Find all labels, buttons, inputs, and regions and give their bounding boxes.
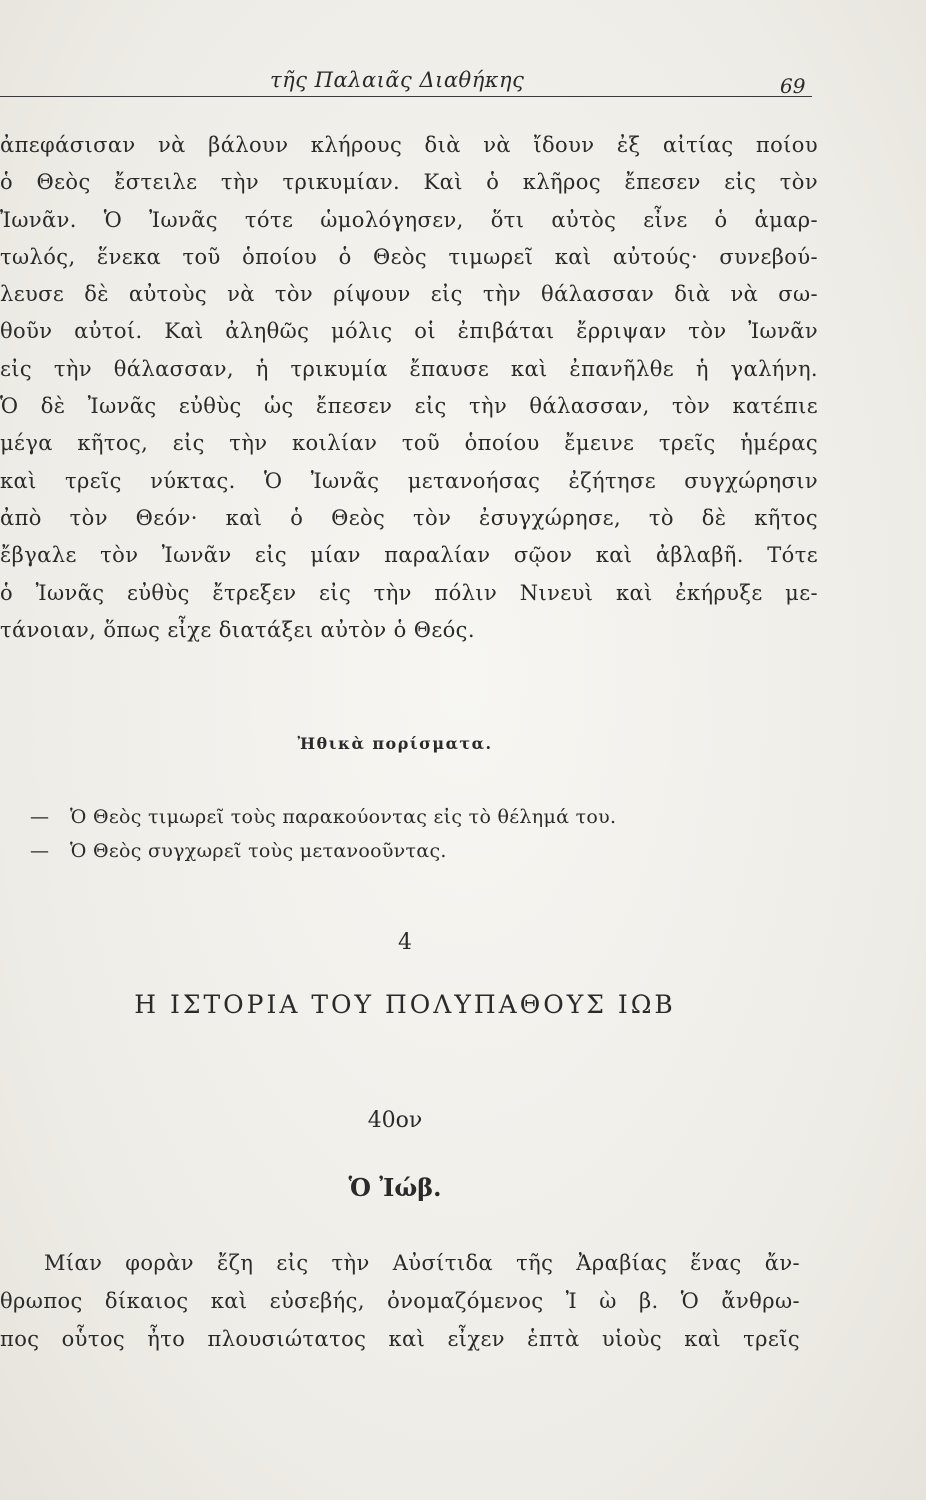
moral-item xyxy=(30,834,790,868)
moral-text: Ὁ Θεὸς συγχωρεῖ τοὺς μετανοοῦντας. xyxy=(70,840,447,862)
text-line: Μίαν φορὰν ἔζη εἰς τὴν Αὐσίτιδα τῆς Ἀραβίας ἕνας ἄν- xyxy=(44,1251,800,1275)
chapter-title: Η ΙΣΤΟΡΙΑ ΤΟΥ ΠΟΛΥΠΑΘΟΥΣ ΙΩΒ xyxy=(134,990,676,1019)
text-line: ὁ Ἰωνᾶς εὐθὺς ἔτρεξεν εἰς τὴν πόλιν Νινευὶ καὶ ἐκήρυξε με- xyxy=(0,580,818,605)
page-header xyxy=(0,64,926,104)
moral-text: Ὁ Θεὸς τιμωρεῖ τοὺς παρακούοντας εἰς τὸ θέλημά του. xyxy=(70,806,617,828)
text-line: καὶ τρεῖς νύκτας. Ὁ Ἰωνᾶς μετανοήσας ἐζήτησε συγχώρησιν xyxy=(0,468,818,493)
running-title: τῆς Παλαιᾶς Διαθήκης xyxy=(270,68,525,92)
lesson-number: 40ον xyxy=(367,1108,423,1133)
text-line: μέγα κῆτος, εἰς τὴν κοιλίαν τοῦ ὁποίου ἔμεινε τρεῖς ἡμέρας xyxy=(0,431,818,456)
morals-heading: Ἠθικὰ πορίσματα. xyxy=(297,734,493,753)
header-rule xyxy=(0,96,812,97)
text-line: τάνοιαν, ὅπως εἶχε διατάξει αὐτὸν ὁ Θεός. xyxy=(0,617,475,642)
chapter-number: 4 xyxy=(398,930,412,955)
lesson-title: Ὁ Ἰώβ. xyxy=(348,1173,442,1202)
morals-list xyxy=(30,800,790,868)
text-line: τωλός, ἕνεκα τοῦ ὁποίου ὁ Θεὸς τιμωρεῖ καὶ αὐτούς· συνεβού- xyxy=(0,244,818,269)
text-line: ὁ Θεὸς ἔστειλε τὴν τρικυμίαν. Καὶ ὁ κλῆρος ἔπεσεν εἰς τὸν xyxy=(0,170,818,195)
job-paragraph xyxy=(0,1244,800,1358)
text-line: πος οὗτος ἦτο πλουσιώτατος καὶ εἶχεν ἑπτὰ υἱοὺς καὶ τρεῖς xyxy=(0,1327,800,1351)
text-line: ἔβγαλε τὸν Ἰωνᾶν εἰς μίαν παραλίαν σῷον καὶ ἀβλαβῆ. Τότε xyxy=(0,543,818,568)
text-line: ἀπεφάσισαν νὰ βάλουν κλήρους διὰ νὰ ἴδουν ἐξ αἰτίας ποίου xyxy=(0,133,818,157)
dash-mark: — xyxy=(30,840,50,862)
dash-mark: — xyxy=(30,806,50,828)
text-line: Ἰωνᾶν. Ὁ Ἰωνᾶς τότε ὡμολόγησεν, ὅτι αὐτὸς εἶνε ὁ ἁμαρ- xyxy=(0,207,818,232)
text-line: εἰς τὴν θάλασσαν, ἡ τρικυμία ἔπαυσε καὶ ἐπανῆλθε ἡ γαλήνη. xyxy=(0,356,818,381)
page-number: 69 xyxy=(780,74,806,98)
text-line: θρωπος δίκαιος καὶ εὐσεβής, ὀνομαζόμενος Ἰ ὼ β. Ὁ ἄνθρω- xyxy=(0,1289,800,1313)
moral-item xyxy=(30,800,790,834)
text-line: Ὁ δὲ Ἰωνᾶς εὐθὺς ὡς ἔπεσεν εἰς τὴν θάλασσαν, τὸν κατέπιε xyxy=(0,394,818,419)
text-line: λευσε δὲ αὐτοὺς νὰ τὸν ρίψουν εἰς τὴν θάλασσαν διὰ νὰ σω- xyxy=(0,282,818,307)
jonah-paragraph xyxy=(0,127,818,649)
text-line: ἀπὸ τὸν Θεόν· καὶ ὁ Θεὸς τὸν ἐσυγχώρησε, τὸ δὲ κῆτος xyxy=(0,505,818,530)
text-line: θοῦν αὐτοί. Καὶ ἀληθῶς μόλις οἱ ἐπιβάται ἔρριψαν τὸν Ἰωνᾶν xyxy=(0,319,818,344)
